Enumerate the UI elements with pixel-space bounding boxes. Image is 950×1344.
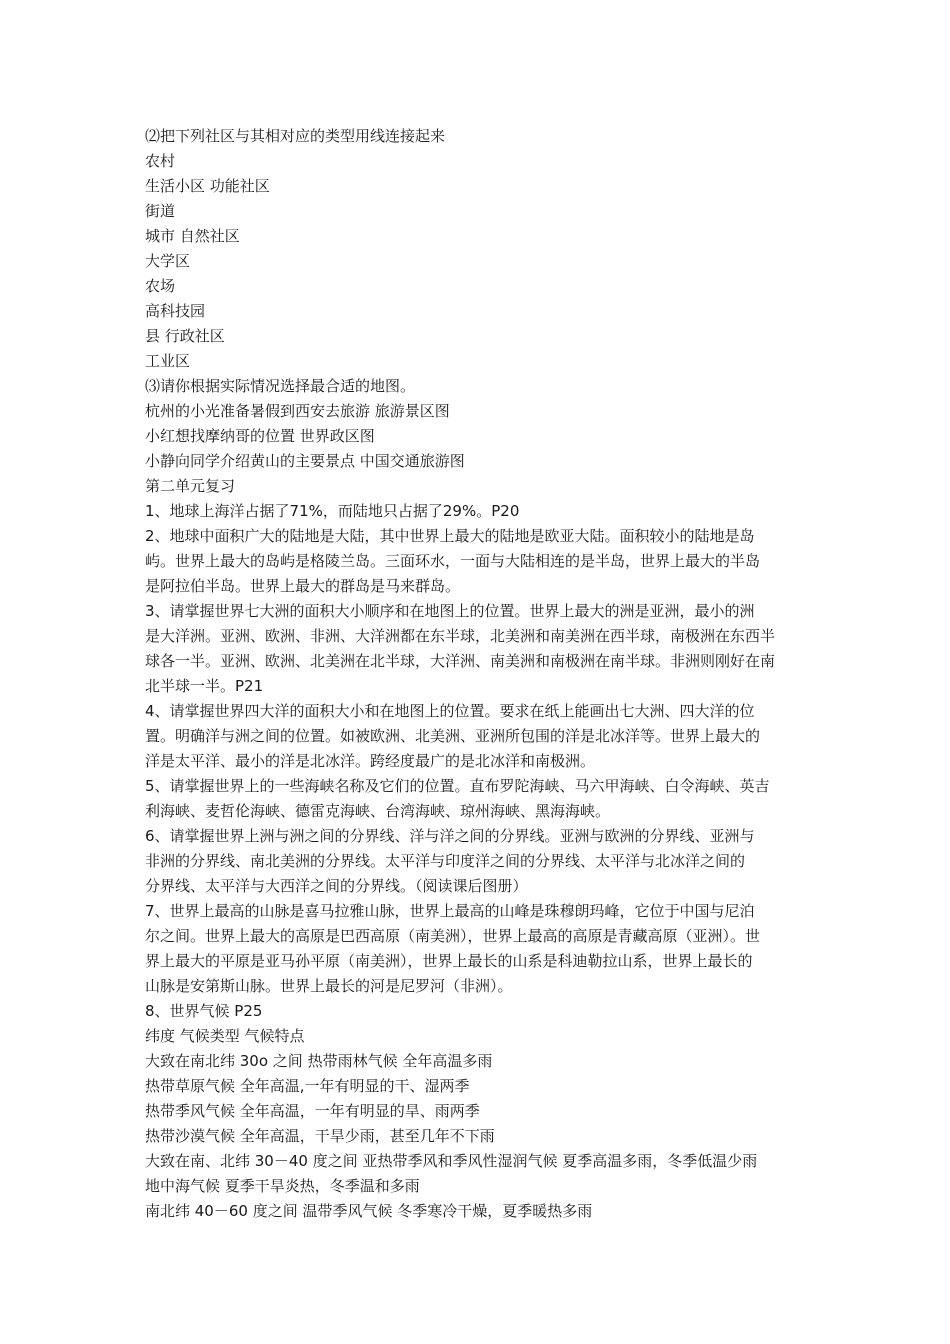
community-item-city: 城市 自然社区 [145,227,240,245]
climate-row: 地中海气候 夏季干旱炎热，冬季温和多雨 [145,1177,420,1195]
review-item-5-line: 利海峡、麦哲伦海峡、德雷克海峡、台湾海峡、琼州海峡、黑海海峡。 [145,802,611,820]
community-item-university: 大学区 [145,252,191,270]
map-choice-line: 小红想找摩纳哥的位置 世界政区图 [145,427,375,445]
review-item-7-line: 山脉是安第斯山脉。世界上最长的河是尼罗河（非洲）。 [145,977,513,995]
review-item-8: 8、世界气候 P25 [145,1002,263,1020]
section-heading: 第二单元复习 [145,477,236,495]
review-item-6-line: 6、请掌握世界上洲与洲之间的分界线、洋与洋之间的分界线。亚洲与欧洲的分界线、亚洲与 [145,827,755,845]
community-item-street: 街道 [145,202,176,220]
question-2-heading: ⑵把下列社区与其相对应的类型用线连接起来 [145,127,446,145]
climate-row: 大致在南、北纬 30－40 度之间 亚热带季风和季风性湿润气候 夏季高温多雨，冬季低温少雨 [145,1152,758,1170]
climate-row: 热带季风气候 全年高温，一年有明显的旱、雨两季 [145,1102,480,1120]
review-item-7-line: 界上最大的平原是亚马孙平原（南美洲），世界上最长的山系是科迪勒拉山系，世界上最长的 [145,952,753,970]
review-item-4-line: 置。明确洋与洲之间的位置。如被欧洲、北美洲、亚洲所包围的洋是北冰洋等。世界上最大的 [145,727,761,745]
climate-row: 热带沙漠气候 全年高温，干旱少雨，甚至几年不下雨 [145,1127,495,1145]
review-item-3-line: 3、请掌握世界七大洲的面积大小顺序和在地图上的位置。世界上最大的洲是亚洲，最小的洲 [145,602,755,620]
community-item-industrial: 工业区 [145,352,191,370]
review-item-7-line: 7、世界上最高的山脉是喜马拉雅山脉，世界上最高的山峰是珠穆朗玛峰，它位于中国与尼泊 [145,902,755,920]
climate-row: 南北纬 40－60 度之间 温带季风气候 冬季寒冷干燥，夏季暖热多雨 [145,1202,593,1220]
review-item-3-line: 是大洋洲。亚洲、欧洲、非洲、大洋洲都在东半球，北美洲和南美洲在西半球，南极洲在东西半 [145,627,776,645]
map-choice-line: 杭州的小光准备暑假到西安去旅游 旅游景区图 [145,402,450,420]
review-item-3-line: 北半球一半。P21 [145,677,264,695]
review-item-1: 1、地球上海洋占据了71%，而陆地只占据了29%。P20 [145,502,520,520]
climate-row: 大致在南北纬 30o 之间 热带雨林气候 全年高温多雨 [145,1052,493,1070]
review-item-3-line: 球各一半。亚洲、欧洲、北美洲在北半球，大洋洲、南美洲和南极洲在南半球。非洲则刚好在南 [145,652,776,670]
question-3-heading: ⑶请你根据实际情况选择最合适的地图。 [145,377,416,395]
review-item-5-line: 5、请掌握世界上的一些海峡名称及它们的位置。直布罗陀海峡、马六甲海峡、白令海峡、英吉 [145,777,770,795]
climate-table-header: 纬度 气候类型 气候特点 [145,1027,305,1045]
climate-row: 热带草原气候 全年高温,一年有明显的干、湿两季 [145,1077,470,1095]
community-item-farm: 农场 [145,277,176,295]
map-choice-line: 小静向同学介绍黄山的主要景点 中国交通旅游图 [145,452,465,470]
review-item-2-line: 是阿拉伯半岛。世界上最大的群岛是马来群岛。 [145,577,461,595]
review-item-4-line: 洋是太平洋、最小的洋是北冰洋。跨经度最广的是北冰洋和南极洲。 [145,752,596,770]
community-item-tech-park: 高科技园 [145,302,206,320]
review-item-2-line: 屿。世界上最大的岛屿是格陵兰岛。三面环水，一面与大陆相连的是半岛，世界上最大的半岛 [145,552,761,570]
community-item-residential: 生活小区 功能社区 [145,177,270,195]
community-item-county: 县 行政社区 [145,327,225,345]
review-item-2-line: 2、地球中面积广大的陆地是大陆，其中世界上最大的陆地是欧亚大陆。面积较小的陆地是岛 [145,527,755,545]
review-item-6-line: 非洲的分界线、南北美洲的分界线。太平洋与印度洋之间的分界线、太平洋与北冰洋之间的 [145,852,746,870]
document-body [145,124,811,1224]
review-item-6-line: 分界线、太平洋与大西洋之间的分界线。（阅读课后图册） [145,877,528,895]
review-item-4-line: 4、请掌握世界四大洋的面积大小和在地图上的位置。要求在纸上能画出七大洲、四大洋的位 [145,702,755,720]
community-item-rural: 农村 [145,152,176,170]
review-item-7-line: 尔之间。世界上最大的高原是巴西高原（南美洲），世界上最高的高原是青藏高原（亚洲）。世 [145,927,761,945]
